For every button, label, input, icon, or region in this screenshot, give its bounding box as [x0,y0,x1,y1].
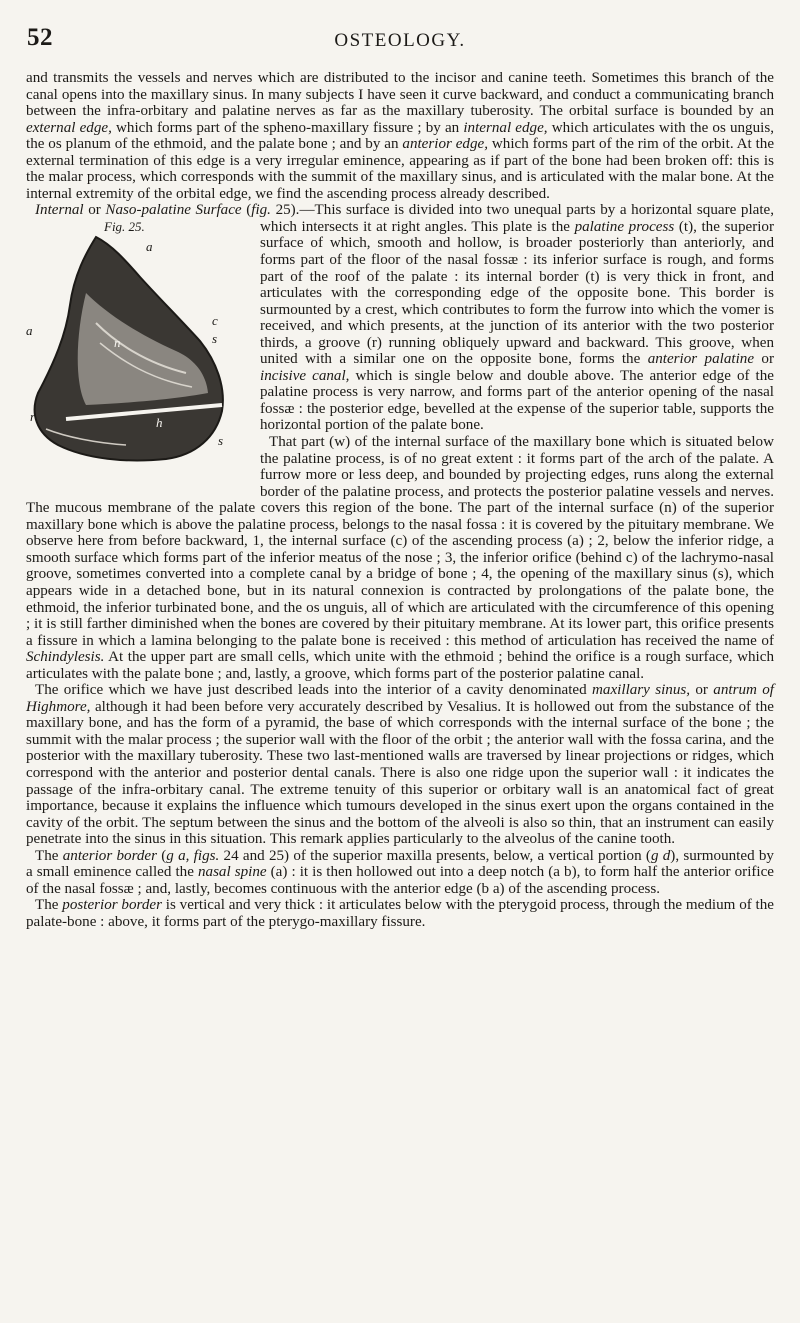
svg-text:r: r [30,408,36,424]
svg-text:a: a [146,238,153,254]
paragraph-2: Internal or Naso-palatine Surface (fig. 25).—This surface is divided into two unequal parts by a horizontal square plate, which intersects it at right angles. This plate is the Fig. 25. a a c n s r s h palatine process (t), the superior surface of which, smooth and hollow, is broader posteriorly than anteriorly, and forms part of the floor of the nasal fossæ : its inferior surface is rough, and forms part of the roof of the palate : its internal border (t) is very thick in front, and articulates with the corresponding edge of the opposite bone. This border is surmounted by a crest, which contributes to form the furrow into which the vomer is received, and which presents, at the junction of its anterior with the two posterior thirds, a groove (r) running obliquely upward and backward. This groove, when united with a similar one on the opposite bone, forms the anterior palatine or incisive canal, which is single below and double above. The anterior edge of the palatine process is very narrow, and forms part of the anterior opening of the nasal fossæ : the posterior edge, bevelled at the expense of the superior table, supports the horizontal portion of the palate bone. [26,202,774,434]
svg-text:s: s [218,432,224,448]
svg-text:c: c [212,312,218,328]
svg-text:h: h [156,414,163,430]
svg-text:s: s [212,330,218,346]
paragraph-1: and transmits the vessels and nerves which are distributed to the incisor and canine teeth. Sometimes this branch of the canal opens into the maxillary sinus. In many subjects I have seen it curve backward, and conduct a communicating branch between the infra-orbitary and palatine nerves as far as the maxillary tuberosity. The orbital surface is bounded by an external edge, which forms part of the spheno-maxillary fissure ; by an internal edge, which articulates with the os unguis, the os planum of the ethmoid, and the palate bone ; and by an anterior edge, which forms part of the rim of the orbit. At the external termination of this edge is a very irregular eminence, appearing as if part of the bone had been broken off: this is the malar process, which corresponds with the summit of the maxillary sinus, and is articulated with the malar bone. At the internal extremity of the orbital edge, we find the ascending process already described. [26,70,775,202]
paragraph-3: That part (w) of the internal surface of the maxillary bone which is situated below the palatine process, is of no great extent : it forms part of the arch of the palate. A furrow more or less deep, and bounded by projecting edges, runs along the external border of the palatine process, and protects the posterior palatine vessels and nerves. The mucous membrane of the palate covers this region of the bone. The part of the internal surface (n) of the superior maxillary bone which is above the palatine process, belongs to the nasal fossa : it is covered by the pituitary membrane. We observe here from before backward, 1, the internal surface (c) of the ascending process (a) ; 2, below the inferior ridge, a smooth surface which forms part of the inferior meatus of the nose ; 3, the inferior orifice (behind c) of the lachrymo-nasal groove, sometimes converted into a complete canal by a bridge of bone ; 4, the opening of the maxillary sinus (s), which appears wide in a detached bone, but in its natural connexion is contracted by prolongations of the palate bone, the ethmoid, the inferior turbinated bone, and the os unguis, all of which are articulated with the circumference of this opening ; it is still farther diminished when the bones are covered by their pituitary membrane. At its lower part, this orifice presents a fissure in which a lamina belonging to the palate bone is received : this method of articulation has received the name of Schindylesis. At the upper part are small cells, which unite with the ethmoid ; behind the orifice is a rough surface, which articulates with the palate bone ; and, lastly, a groove, which forms part of the posterior palatine canal. [26,434,774,682]
paragraph-4: The orifice which we have just described leads into the interior of a cavity denominated maxillary sinus, or antrum of Highmore, although it had been before very accurately described by Vesalius. It is hollowed out from the substance of the maxillary bone, and has the form of a pyramid, the base of which corresponds with the internal surface of the bone ; the summit with the malar process ; the superior wall with the floor of the orbit ; the anterior wall with the fossa carina, and the posterior with the maxillary tuberosity. These two last-mentioned walls are traversed by linear projections or ridges, which correspond with the anterior and posterior dental canals. There is also one ridge upon the superior wall : it indicates the passage of the infra-orbitary canal. The extreme tenuity of this superior or orbitary wall is an anatomical fact of great importance, because it explains the influence which tumours developed in the sinus exert upon the organs contained in the cavity of the orbit. The septum between the sinus and the bottom of the alveoli is also so thin, that an instrument can easily penetrate into the sinus in this situation. This remark applies particularly to the alveolus of the canine tooth. [26,682,774,848]
body-text [26,70,774,930]
paragraph-5: The anterior border (g a, figs. 24 and 25) of the superior maxilla presents, below, a vertical portion (g d), surmounted by a small eminence called the nasal spine (a) : it is then hollowed out into a deep notch (a b), to form half the anterior orifice of the nasal fossæ ; and, lastly, becomes continuous with the anterior edge (b a) of the ascending process. [26,847,775,897]
maxilla-illustration [26,223,236,488]
svg-text:a: a [26,322,33,338]
figure-25 [26,219,246,494]
page-number: 52 [27,24,53,51]
svg-text:n: n [114,334,121,350]
figure-label: Fig. 25. [104,218,145,234]
paragraph-6: The posterior border is vertical and very thick : it articulates below with the pterygoid process, through the medium of the palate-bone : above, it forms part of the pterygo-maxillary fissure. [26,897,775,930]
page-header [27,18,773,58]
running-head: OSTEOLOGY. [334,30,466,51]
